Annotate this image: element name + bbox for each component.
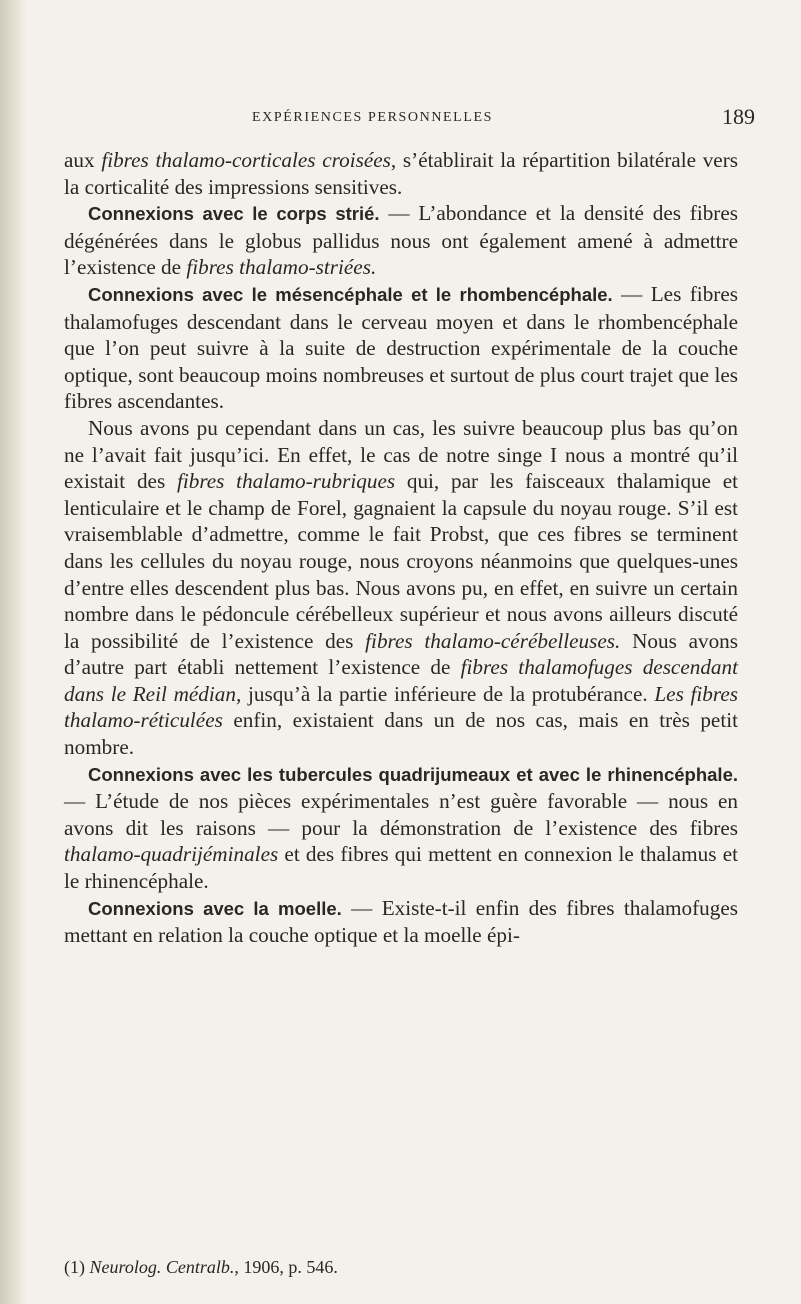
emphasized-term: fibres thalamo-rubriques [176,469,396,494]
page-number: 189 [722,104,755,129]
running-head: EXPÉRIENCES PERSONNELLES [252,110,494,125]
section-heading: Connexions avec les tubercules quadrijumeaux et avec le rhinencéphale. [88,763,738,785]
footnote-marker: (1) [64,1257,85,1277]
page-edge-shadow [0,0,26,1304]
emphasized-term: fibres thalamo-corticales croisées [101,148,391,172]
paragraph [64,281,738,415]
text-run: — L’étude de nos pièces expérimentales n’est guère favorable — nous en avons dit les raisons — pour la démonstration de l’existence des fibres [64,789,738,840]
emphasized-term: fibres thalamofuges descendant dans le Reil médian, [64,655,739,706]
emphasized-term: Les fibres thalamo-réticulées [64,681,738,733]
body-text [64,147,738,949]
text-run: enfin, existaient dans un de nos cas, mais en très petit nombre. [64,708,738,760]
section-heading: Connexions avec le mésencéphale et le rhombencéphale. [88,283,613,305]
paragraph [64,200,738,281]
emphasized-term: fibres thalamo-striées. [186,255,377,280]
footnote [64,1257,738,1278]
text-run: jusqu’à la partie inférieure de la protubérance. [241,681,655,706]
text-run: et des fibres qui mettent en connexion le thalamus et le rhinencéphale. [64,842,738,894]
paragraph [64,147,738,200]
emphasized-term: thalamo-quadrijéminales [64,842,279,867]
paragraph [64,415,738,761]
footnote-source: Neurolog. Centralb. [89,1257,235,1277]
text-run: Nous avons pu cependant dans un cas, les suivre beaucoup plus bas qu’on ne l’avait fait jusqu’ici. En effet, le cas de notre singe I nous a montré qu’il existait des [64,415,738,494]
text-run: — Les fibres thalamofuges descendant dans le cerveau moyen et dans le rhombencéphale que l’on peut suivre à la suite de destruction expérimentale de la couche optique, sont beaucoup moins nombreuses et surtout de plus court trajet que les fibres ascendantes. [64,281,738,414]
text-run: , s’établirait la répartition bilatérale vers la corticalité des impressions sensitives. [64,148,739,199]
section-heading: Connexions avec le corps strié. [88,203,380,225]
page-header [0,104,801,134]
text-run: — L’abondance et la densité des fibres dégénérées dans le globus pallidus nous ont également amené à admettre l’existence de [64,201,738,280]
footnote-details: , 1906, p. 546. [234,1257,338,1277]
text-run: Nous avons d’autre part établi nettement l’existence de [64,628,738,680]
paragraph [64,895,738,949]
text-run: qui, par les faisceaux thalamique et lenticulaire et le champ de Forel, gagnaient la capsule du noyau rouge. S’il est vraisemblable d’admettre, comme le fait Probst, que ces fibres se terminent dans les cellules du noyau rouge, nous croyons néanmoins que quelques-unes d’entre elles descendent plus bas. Nous avons pu, en effet, en suivre un certain nombre dans le pédoncule cérébelleux supérieur et nous avons ailleurs discuté la possibilité de l’existence des [64,469,738,653]
text-run: — Existe-t-il enfin des fibres thalamofuges mettant en relation la couche optique et la moelle épi- [64,895,738,948]
text-run: aux [64,148,102,172]
emphasized-term: fibres thalamo-cérébelleuses. [365,628,621,653]
section-heading: Connexions avec la moelle. [88,897,342,919]
paragraph [64,761,738,895]
